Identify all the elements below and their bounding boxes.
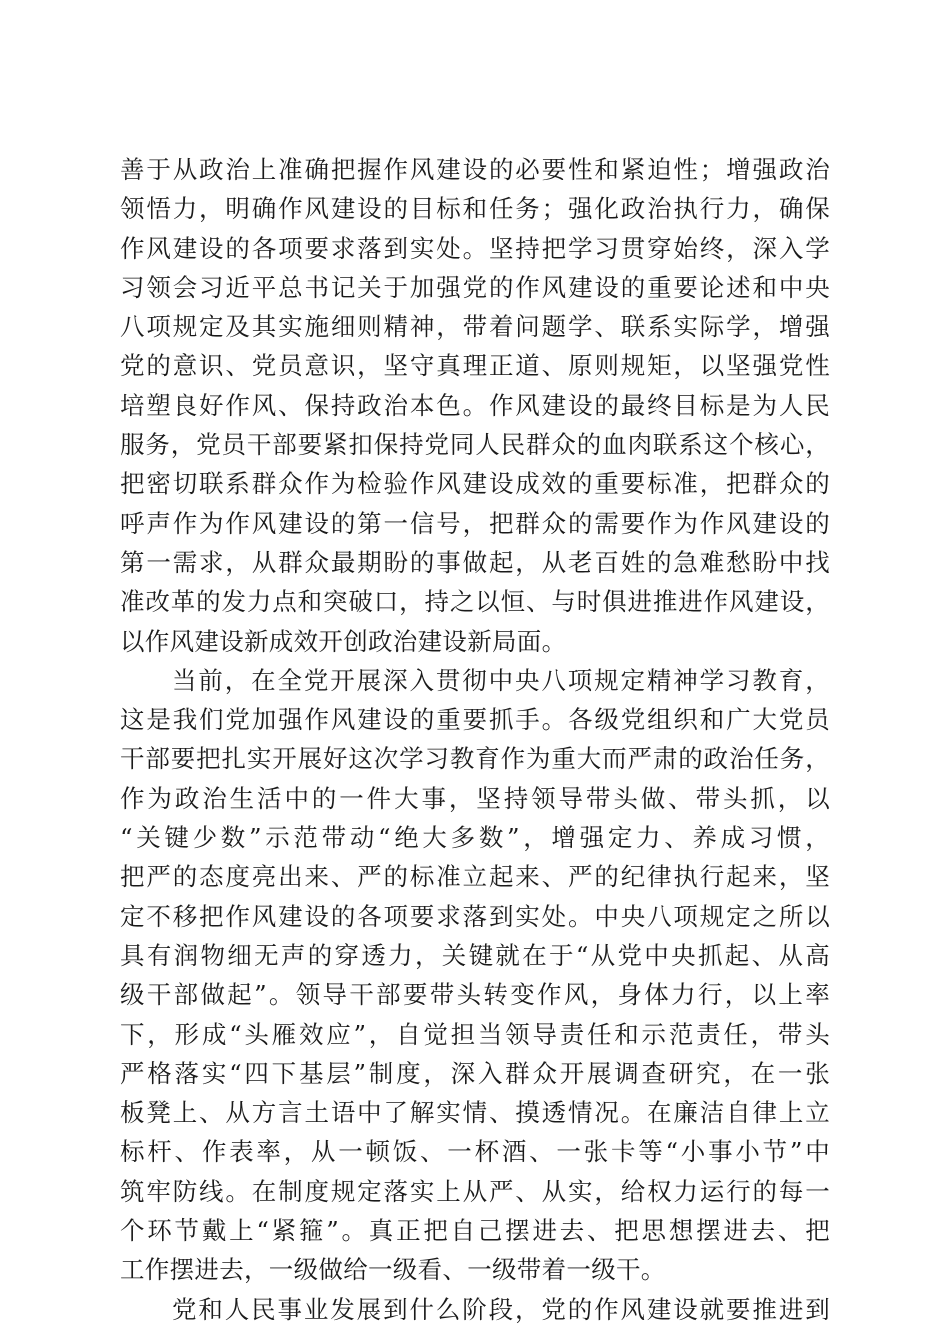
text-line: 党和人民事业发展到什么阶段，党的作风建设就要推进到: [172, 1294, 830, 1324]
text-line: 服务，党员干部要紧扣保持党同人民群众的血肉联系这个核心，: [120, 430, 830, 460]
text-line: 习领会习近平总书记关于加强党的作风建设的重要论述和中央: [120, 272, 830, 302]
paragraph: [120, 1290, 830, 1329]
text-line: 把密切联系群众作为检验作风建设成效的重要标准，把群众的: [120, 469, 830, 499]
text-line: 八项规定及其实施细则精神，带着问题学、联系实际学，增强: [120, 312, 830, 342]
text-line: 个环节戴上“紧箍”。真正把自己摆进去、把思想摆进去、把: [120, 1216, 830, 1246]
text-line: 第一需求，从群众最期盼的事做起，从老百姓的急难愁盼中找: [120, 547, 830, 577]
text-line: 领悟力，明确作风建设的目标和任务；强化政治执行力，确保: [120, 194, 830, 224]
body-text: [120, 150, 830, 1329]
text-line: 这是我们党加强作风建设的重要抓手。各级党组织和广大党员: [120, 705, 830, 735]
text-line: 作风建设的各项要求落到实处。坚持把学习贯穿始终，深入学: [120, 233, 830, 263]
text-line: 定不移把作风建设的各项要求落到实处。中央八项规定之所以: [120, 901, 830, 931]
text-line: 下，形成“头雁效应”，自觉担当领导责任和示范责任，带头: [120, 1019, 830, 1049]
text-line: 准改革的发力点和突破口，持之以恒、与时俱进推进作风建设，: [120, 587, 830, 617]
text-line: 板凳上、从方言土语中了解实情、摸透情况。在廉洁自律上立: [120, 1098, 830, 1128]
text-line: 以作风建设新成效开创政治建设新局面。: [120, 626, 567, 656]
text-line: 具有润物细无声的穿透力，关键就在于“从党中央抓起、从高: [120, 940, 830, 970]
text-line: 严格落实“四下基层”制度，深入群众开展调查研究，在一张: [120, 1058, 830, 1088]
text-line: 党的意识、党员意识，坚守真理正道、原则规矩，以坚强党性: [120, 351, 830, 381]
paragraph: [120, 150, 830, 661]
text-line: 善于从政治上准确把握作风建设的必要性和紧迫性；增强政治: [120, 155, 830, 184]
text-line: 当前，在全党开展深入贯彻中央八项规定精神学习教育，: [172, 665, 830, 695]
text-line: 作为政治生活中的一件大事，坚持领导带头做、带头抓，以: [120, 783, 830, 813]
text-line: 干部要把扎实开展好这次学习教育作为重大而严肃的政治任务，: [120, 744, 830, 774]
text-line: “关键少数”示范带动“绝大多数”，增强定力、养成习惯，: [120, 823, 830, 853]
text-line: 培塑良好作风、保持政治本色。作风建设的最终目标是为人民: [120, 390, 830, 420]
text-line: 标杆、作表率，从一顿饭、一杯酒、一张卡等“小事小节”中: [120, 1137, 830, 1167]
text-line: 把严的态度亮出来、严的标准立起来、严的纪律执行起来，坚: [120, 862, 830, 892]
text-line: 工作摆进去，一级做给一级看、一级带着一级干。: [120, 1255, 666, 1285]
paragraph: [120, 661, 830, 1290]
text-line: 呼声作为作风建设的第一信号，把群众的需要作为作风建设的: [120, 508, 830, 538]
text-line: 级干部做起”。领导干部要带头转变作风，身体力行，以上率: [120, 980, 830, 1010]
text-line: 筑牢防线。在制度规定落实上从严、从实，给权力运行的每一: [120, 1176, 830, 1206]
